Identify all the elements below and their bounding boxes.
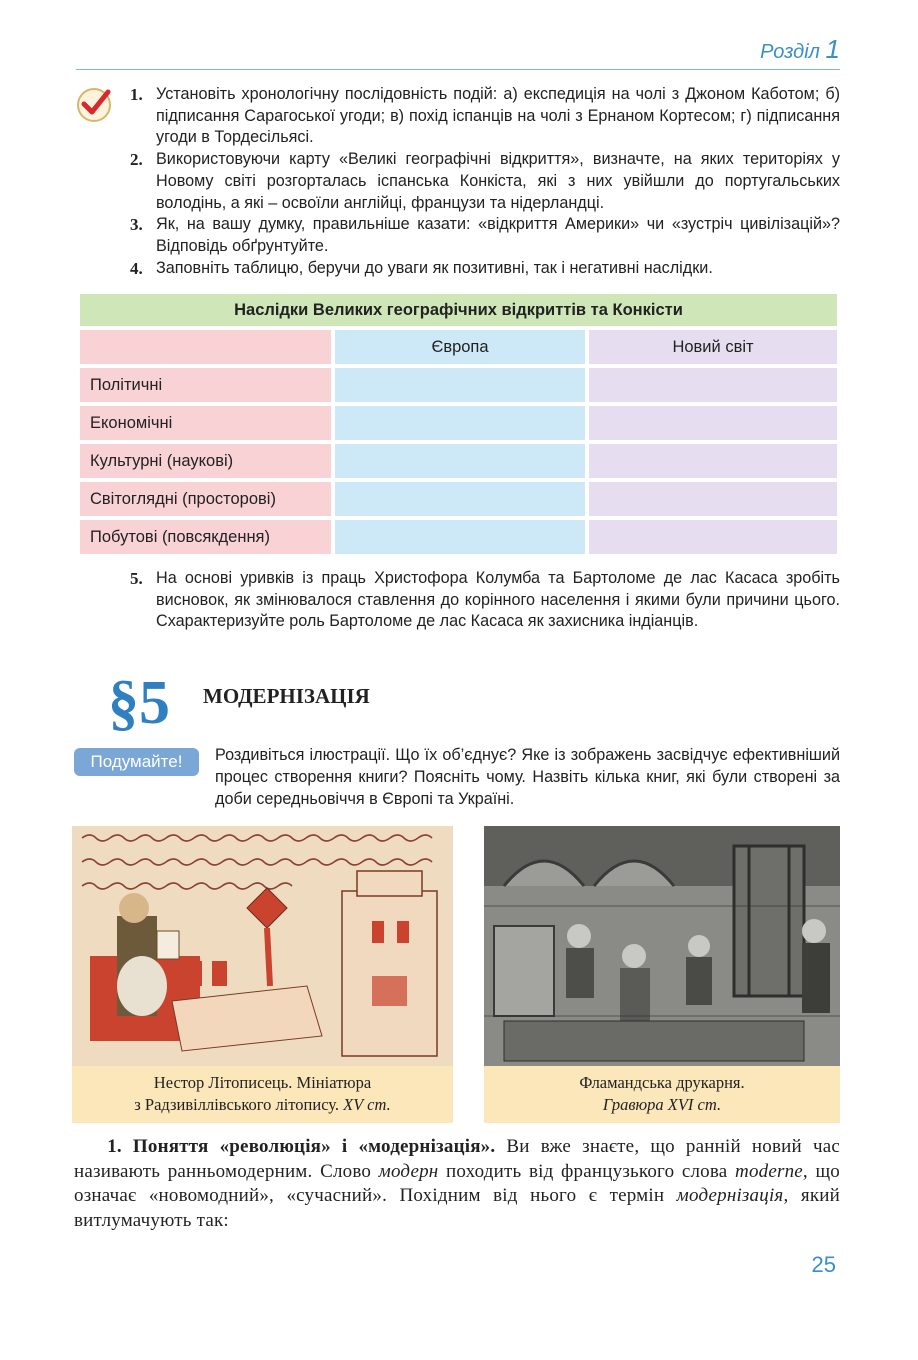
- term-moderne: moderne: [735, 1160, 803, 1182]
- figure-caption: [72, 1066, 453, 1123]
- engraving-illustration: [484, 826, 840, 1066]
- cell-europe[interactable]: [335, 368, 585, 402]
- header-divider: [76, 69, 840, 70]
- caption-date: Гравюра XVI ст.: [602, 1095, 722, 1114]
- row-label: Економічні: [80, 406, 331, 440]
- question-number: 1.: [130, 85, 143, 104]
- consequences-table: [76, 290, 841, 558]
- cell-new-world[interactable]: [589, 482, 837, 516]
- cell-new-world[interactable]: [589, 520, 837, 554]
- section-title: МОДЕРНІЗАЦІЯ: [203, 684, 370, 708]
- column-header-europe: Європа: [335, 330, 585, 364]
- section-number: 1: [825, 34, 840, 64]
- figure-caption: [484, 1066, 840, 1123]
- text-run: , що означає «новомодний», «сучасний». Похідним від нього є термін: [74, 1160, 840, 1206]
- question-text: Як, на вашу думку, правильніше казати: «відкриття Америки» чи «зустріч цивілізацій»? Відповідь обґрунтуйте.: [156, 215, 840, 255]
- row-label: Політичні: [80, 368, 331, 402]
- question-number: 5.: [130, 569, 143, 588]
- question-item: [130, 214, 840, 257]
- table-row: [80, 406, 837, 440]
- checkmark-icon: [74, 84, 114, 124]
- question-text: На основі уривків із праць Христофора Колумба та Бартоломе де лас Касаса зробіть висновок, як змінювалося ставлення до корінного населення і якими були причини цього. Схарактеризуйте роль Бартоломе де лас Касаса як захисника індіанців.: [156, 569, 840, 631]
- row-label: Побутові (повсякдення): [80, 520, 331, 554]
- section-paragraph-number: §5: [108, 669, 170, 737]
- column-header-new-world: Новий світ: [589, 330, 837, 364]
- figure-flemish-printing-house: [484, 826, 840, 1123]
- text-run: походить від французького слова: [438, 1160, 736, 1182]
- question-5: [130, 568, 840, 633]
- cell-europe[interactable]: [335, 406, 585, 440]
- question-text: Установіть хронологічну послідовність подій: а) експедиція на чолі з Джоном Каботом; б) підписання Сарагоської угоди; в) похід іспанців на чолі з Ернаном Кортесом; г) підписання угоди в Тордесільясі.: [156, 85, 840, 147]
- text-run: , який витлумачують так:: [74, 1185, 840, 1231]
- question-number: 4.: [130, 258, 143, 278]
- body-paragraph: [74, 1135, 840, 1233]
- caption-date: XV ст.: [343, 1095, 391, 1114]
- table-row: [80, 368, 837, 402]
- cell-europe[interactable]: [335, 520, 585, 554]
- think-text: Роздивіться ілюстрації. Що їх об’єднує? Яке із зображень засвідчує ефективніший процес створення книги? Поясніть чому. Назвіть кілька книг, які були створені за доби середньовіччя в Європі та Україні.: [215, 746, 840, 808]
- caption-line: Нестор Літописець. Мініатюра: [153, 1073, 372, 1092]
- question-text: Використовуючи карту «Великі географічні відкриття», визначте, на яких територіях у Новому світі розгорталась іспанська Конкіста, які з них увійшли до португальських володінь, а які – освоїли англійці, французи та нідерландці.: [156, 150, 840, 212]
- table-row: [80, 482, 837, 516]
- row-label: Світоглядні (просторові): [80, 482, 331, 516]
- cell-europe[interactable]: [335, 444, 585, 478]
- cell-europe[interactable]: [335, 482, 585, 516]
- question-number: 3.: [130, 215, 143, 235]
- question-item: [130, 84, 840, 149]
- cell-new-world[interactable]: [589, 406, 837, 440]
- questions-list: [130, 84, 840, 279]
- table-row: [80, 444, 837, 478]
- miniature-illustration: [72, 826, 453, 1066]
- section-header: [760, 34, 840, 65]
- term-modern: модерн: [378, 1160, 439, 1182]
- table-title: Наслідки Великих географічних відкриттів та Конкісти: [80, 294, 837, 326]
- caption-line: з Радзивіллівського літопису.: [134, 1095, 340, 1114]
- question-item: [130, 258, 840, 280]
- row-label: Культурні (наукові): [80, 444, 331, 478]
- figure-nestor-miniature: [72, 826, 453, 1123]
- paragraph-heading: 1. Поняття «революція» і «модернізація».: [107, 1136, 496, 1157]
- section-label: Розділ: [760, 41, 820, 63]
- question-item: [130, 149, 840, 214]
- table-row: [80, 520, 837, 554]
- page-number: 25: [811, 1252, 836, 1277]
- think-badge: Подумайте!: [74, 748, 199, 776]
- caption-line: Фламандська друкарня.: [579, 1073, 745, 1092]
- question-number: 2.: [130, 150, 143, 170]
- term-modernization: модернізація: [676, 1185, 784, 1206]
- cell-new-world[interactable]: [589, 444, 837, 478]
- table-corner-cell: [80, 330, 331, 364]
- question-text: Заповніть таблицю, беручи до уваги як позитивні, так і негативні наслідки.: [156, 258, 713, 277]
- cell-new-world[interactable]: [589, 368, 837, 402]
- text-run: Ви вже знаєте, що ранній новий час називають ранньомодерним. Слово: [74, 1136, 840, 1182]
